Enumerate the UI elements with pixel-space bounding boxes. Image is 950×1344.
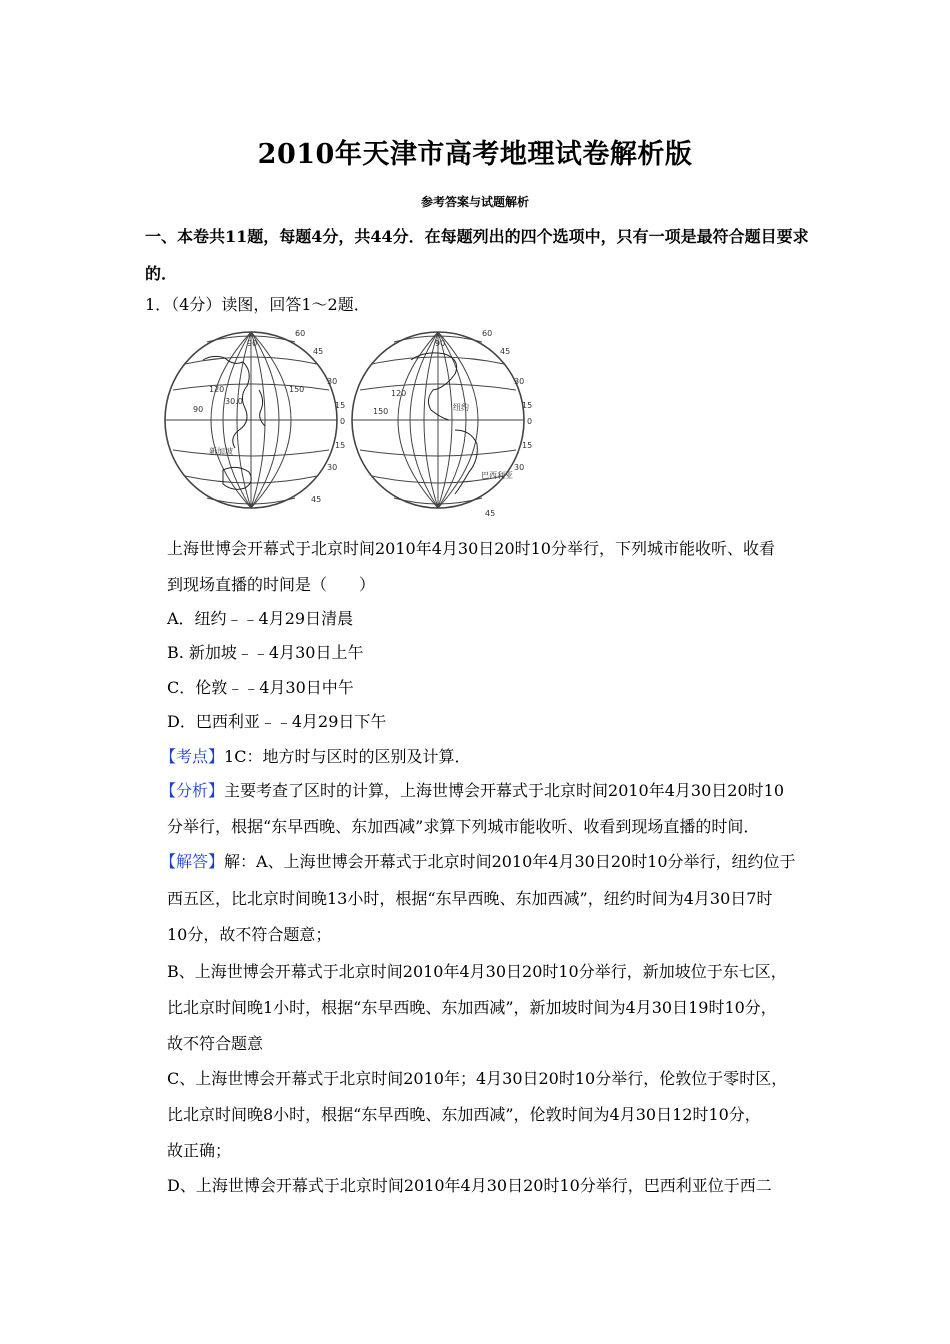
option-d: D．巴西利亚﹣﹣4月29日下午 (167, 712, 387, 731)
left-globe-label: 0 (340, 417, 346, 426)
fenxi-text: 分举行，根据“东早西晚、东加西减”求算下列城市能收听、收看到现场直播的时间． (167, 817, 760, 836)
left-globe-label: 150 (289, 385, 305, 394)
left-globe-label: 45 (311, 495, 322, 504)
document-title: 2010年天津市高考地理试卷解析版 (257, 139, 693, 170)
jieda-text: B、上海世博会开幕式于北京时间2010年4月30日20时10分举行，新加坡位于东七区， (167, 962, 787, 981)
option-a: A．纽约﹣﹣4月29日清晨 (167, 609, 354, 628)
left-globe-label: 60 (295, 329, 306, 338)
question-number-line: 1．（4分）读图，回答1～2题． (145, 295, 370, 314)
left-globe-label: 新加坡 (209, 447, 233, 456)
jieda-text: D、上海世博会开幕式于北京时间2010年4月30日20时10分举行，巴西利亚位于西二 (167, 1176, 772, 1195)
right-globe (352, 332, 524, 508)
right-globe-label: 0 (527, 417, 533, 426)
left-globe-label: 15 (335, 401, 346, 410)
right-globe-label: 15 (522, 441, 533, 450)
jieda-text: 比北京时间晚8小时，根据“东早西晚、东加西减”，伦敦时间为4月30日12时10分， (167, 1105, 761, 1124)
globe-figure (163, 320, 553, 525)
right-globe-label: 30 (514, 463, 525, 472)
right-globe-label: 巴西利亚 (481, 471, 513, 480)
document-subtitle: 参考答案与试题解析 (420, 195, 529, 209)
left-globe-label: 45 (313, 347, 324, 356)
left-globe-label: 120 (209, 385, 225, 394)
right-globe-label: 30 (514, 377, 525, 386)
left-globe-label: 30.0 (225, 397, 243, 406)
right-globe-label: 90 (435, 339, 446, 348)
right-globe-label: 150 (373, 407, 389, 416)
kaodian-text: 1C：地方时与区时的区别及计算． (224, 747, 471, 766)
right-globe-label: 45 (500, 347, 511, 356)
right-globe-label: 45 (485, 509, 496, 518)
right-globe-label: 120 (391, 389, 407, 398)
jieda-text: 10分，故不符合题意； (167, 925, 332, 944)
jieda-line (160, 849, 796, 872)
jieda-text: C、上海世博会开幕式于北京时间2010年；4月30日20时10分举行，伦敦位于零时区， (167, 1069, 788, 1088)
option-c: C．伦敦﹣﹣4月30日中午 (167, 678, 354, 697)
jieda-text: 故正确； (167, 1141, 232, 1160)
option-b: B. 新加坡﹣﹣4月30日上午 (167, 643, 364, 662)
right-globe-label: 60 (482, 329, 493, 338)
jieda-text: 比北京时间晚1小时，根据“东早西晚、东加西减”，新加坡时间为4月30日19时10分， (167, 998, 777, 1017)
fenxi-line (160, 778, 784, 801)
right-globe-label: 15 (522, 401, 533, 410)
left-globe-label: 90 (247, 339, 258, 348)
kaodian-tag: 【考点】 (160, 747, 225, 766)
left-globe-label: 90 (193, 405, 204, 414)
right-globe-label: 纽约 (453, 403, 469, 412)
jieda-tag: 【解答】 (160, 852, 225, 871)
fenxi-tag: 【分析】 (160, 781, 225, 800)
globe-figure-svg (163, 320, 553, 525)
jieda-text: 西五区，比北京时间晚13小时，根据“东早西晚、东加西减”，纽约时间为4月30日7时 (167, 889, 773, 908)
left-globe-label: 30 (327, 463, 338, 472)
section-heading: 一、本卷共11题，每题4分，共44分．在每题列出的四个选项中，只有一项是最符合题目要求的． (145, 227, 809, 283)
jieda-text: 解：A、上海世博会开幕式于北京时间2010年4月30日20时10分举行，纽约位于 (224, 852, 796, 871)
left-globe-label: 15 (335, 441, 346, 450)
kaodian-line (160, 744, 470, 767)
question-stem: 上海世博会开幕式于北京时间2010年4月30日20时10分举行，下列城市能收听、收看 (167, 539, 775, 558)
jieda-text: 故不符合题意 (167, 1034, 264, 1053)
left-globe (165, 332, 337, 508)
left-globe-label: 30 (327, 377, 338, 386)
fenxi-text: 主要考查了区时的计算，上海世博会开幕式于北京时间2010年4月30日20时10 (224, 781, 784, 800)
question-stem: 到现场直播的时间是（ ） (167, 575, 376, 594)
